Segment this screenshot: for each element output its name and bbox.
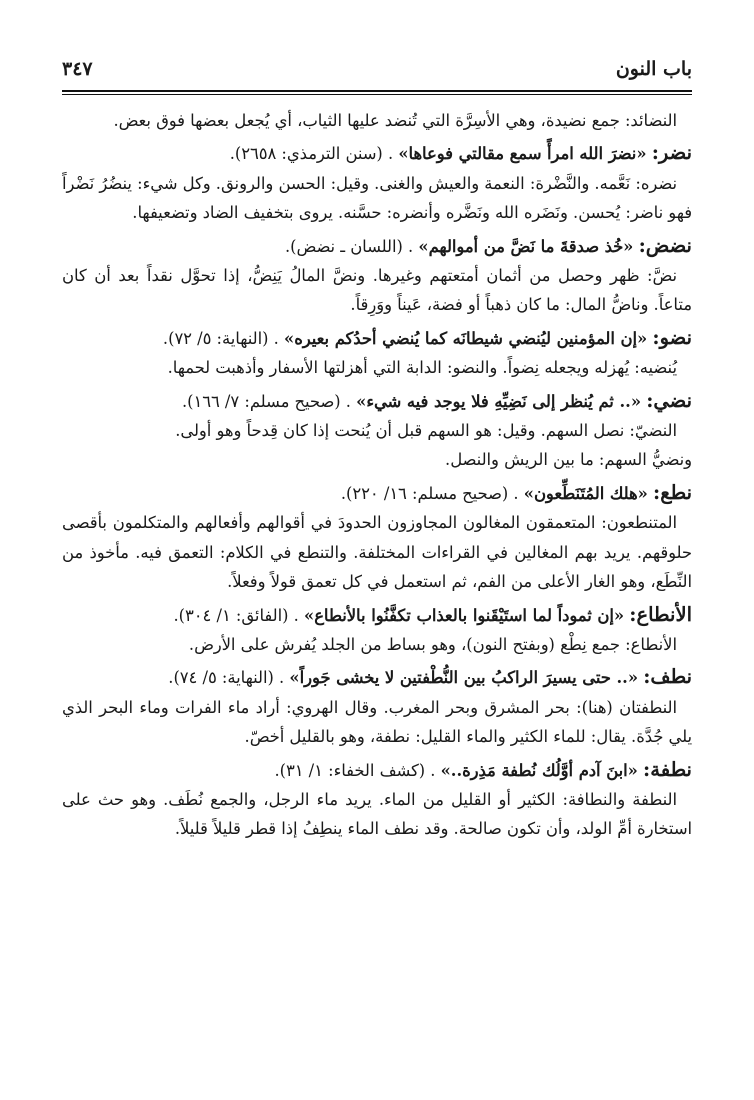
hadith-quote: «نضرَ الله امرأً سمع مقالتي فوعاها» bbox=[398, 144, 647, 164]
paragraph: النطفة والنطافة: الكثير أو القليل من الماء. يريد ماء الرجل، والجمع نُطَف. وهو حث على استخارة أمِّ الولد، وأن تكون صالحة. وقد نطف الماء ينطِفُ إذا قطر قليلاً قليلاً. bbox=[62, 789, 692, 839]
page-body bbox=[62, 106, 692, 844]
chapter-title: باب النون bbox=[615, 58, 692, 80]
entry-line bbox=[62, 138, 692, 168]
hadith-quote: «.. ثم يُنظر إلى نَضِيِّهِ فلا يوجد فيه شيء» bbox=[356, 391, 642, 411]
entry-line bbox=[62, 323, 692, 353]
paragraph: النضيّ: نصل السهم. وقيل: هو السهم قبل أن يُنحت إذا كان قِدحاً وهو أولى. bbox=[175, 421, 677, 441]
header-rule-thick bbox=[62, 90, 692, 92]
entry-line bbox=[62, 231, 692, 261]
entry-line bbox=[62, 478, 692, 508]
paragraph: الأنطاع: جمع نِطْع (وبفتح النون)، وهو بساط من الجلد يُفرش على الأرض. bbox=[188, 634, 677, 654]
source-reference: . (صحيح مسلم: ٧/ ١٦٦). bbox=[181, 391, 351, 411]
hadith-quote: «ابنَ آدم أوَّلُك نُطفة مَذِرة..» bbox=[440, 760, 638, 780]
headword: الأنطاع: bbox=[629, 602, 692, 626]
headword: نضض: bbox=[638, 233, 692, 257]
source-reference: . (كشف الخفاء: ١/ ٣١). bbox=[274, 760, 436, 780]
page-number: ٣٤٧ bbox=[62, 58, 93, 80]
hadith-quote: «إن المؤمنين ليُنضي شيطانَه كما يُنضي أحدُكم بعيره» bbox=[284, 328, 648, 348]
source-reference: . (صحيح مسلم: ١٦/ ٢٢٠). bbox=[340, 483, 519, 503]
hadith-quote: «.. حتى يسيرَ الراكبُ بين النُّطْفتين لا يخشى جَوراً» bbox=[289, 668, 638, 688]
headword: نضي: bbox=[646, 388, 692, 412]
paragraph: نضره: نَعَّمه. والنَّضْرة: النعمة والعيش والغنى. وقيل: الحسن والرونق. وكل شيء: ينضُرُ نَضْراً فهو ناضر: يُحسن. ونَضَره الله ونَضَّره وأنضره: حسَّنه. يروى بتخفيف الضاد وتضعيفها. bbox=[62, 173, 692, 223]
entry-line bbox=[62, 755, 692, 785]
source-reference: . (سنن الترمذي: ٢٦٥٨). bbox=[229, 144, 394, 164]
paragraph: ونضيُّ السهم: ما بين الريش والنصل. bbox=[445, 450, 692, 470]
entry-line bbox=[62, 662, 692, 692]
headword: نضو: bbox=[652, 325, 692, 349]
paragraph: المتنطعون: المتعمقون المغالون المجاوزون الحدودَ في أقوالهم وأفعالهم والمتكلمون بأقصى حلوقهم. يريد بهم المغالين في القراءات المختلفة. والتنطع في الكلام: التعمق فيه. مأخوذ من النِّطَع، وهو الغار الأعلى من الفم، ثم استعمل في كل تعمق قولاً وفعلاً. bbox=[62, 513, 692, 592]
hadith-quote: «إن ثموداً لما استَيْقَنوا بالعذاب تكفَّنُوا بالأنطاع» bbox=[304, 605, 625, 625]
source-reference: . (الفائق: ١/ ٣٠٤). bbox=[173, 605, 299, 625]
header-rule-thin bbox=[62, 94, 692, 95]
headword: نطع: bbox=[653, 480, 692, 504]
source-reference: . (اللسان ـ نضض). bbox=[284, 236, 414, 256]
paragraph: النضائد: جمع نضيدة، وهي الأسِرَّة التي تُنضد عليها الثياب، أي يُجعل بعضها فوق بعض. bbox=[113, 111, 677, 130]
headword: نضر: bbox=[651, 141, 692, 165]
source-reference: . (النهاية: ٥/ ٧٢). bbox=[162, 328, 279, 348]
hadith-quote: «خُذ صدقةَ ما نَضَّ من أموالهم» bbox=[418, 236, 634, 256]
entry-line bbox=[62, 386, 692, 416]
hadith-quote: «هلك المُتَنَطِّعون» bbox=[523, 483, 648, 503]
paragraph: يُنضيه: يُهزله ويجعله نِضواً. والنضو: الدابة التي أهزلتها الأسفار وأذهبت لحمها. bbox=[167, 358, 677, 378]
headword: نطفة: bbox=[643, 757, 692, 781]
paragraph: نضَّ: ظهر وحصل من أثمان أمتعتهم وغيرها. ونضَّ المالُ يَنِضُّ، إذا تحوَّل نقداً بعد أن كان متاعاً. وناضُّ المال: ما كان ذهباً أو فضة، عَيناً ووَرِقاً. bbox=[62, 266, 692, 315]
source-reference: . (النهاية: ٥/ ٧٤). bbox=[168, 668, 285, 688]
paragraph: النطفتان (هنا): بحر المشرق وبحر المغرب. وقال الهروي: أراد ماء الفرات وماء البحر الذي يلي جُدَّة. يقال: للماء الكثير والماء القليل: نطفة، وهو بالقليل أخصّ. bbox=[62, 697, 692, 747]
page-header bbox=[62, 58, 692, 88]
entry-line bbox=[62, 600, 692, 630]
headword: نطف: bbox=[643, 665, 692, 689]
